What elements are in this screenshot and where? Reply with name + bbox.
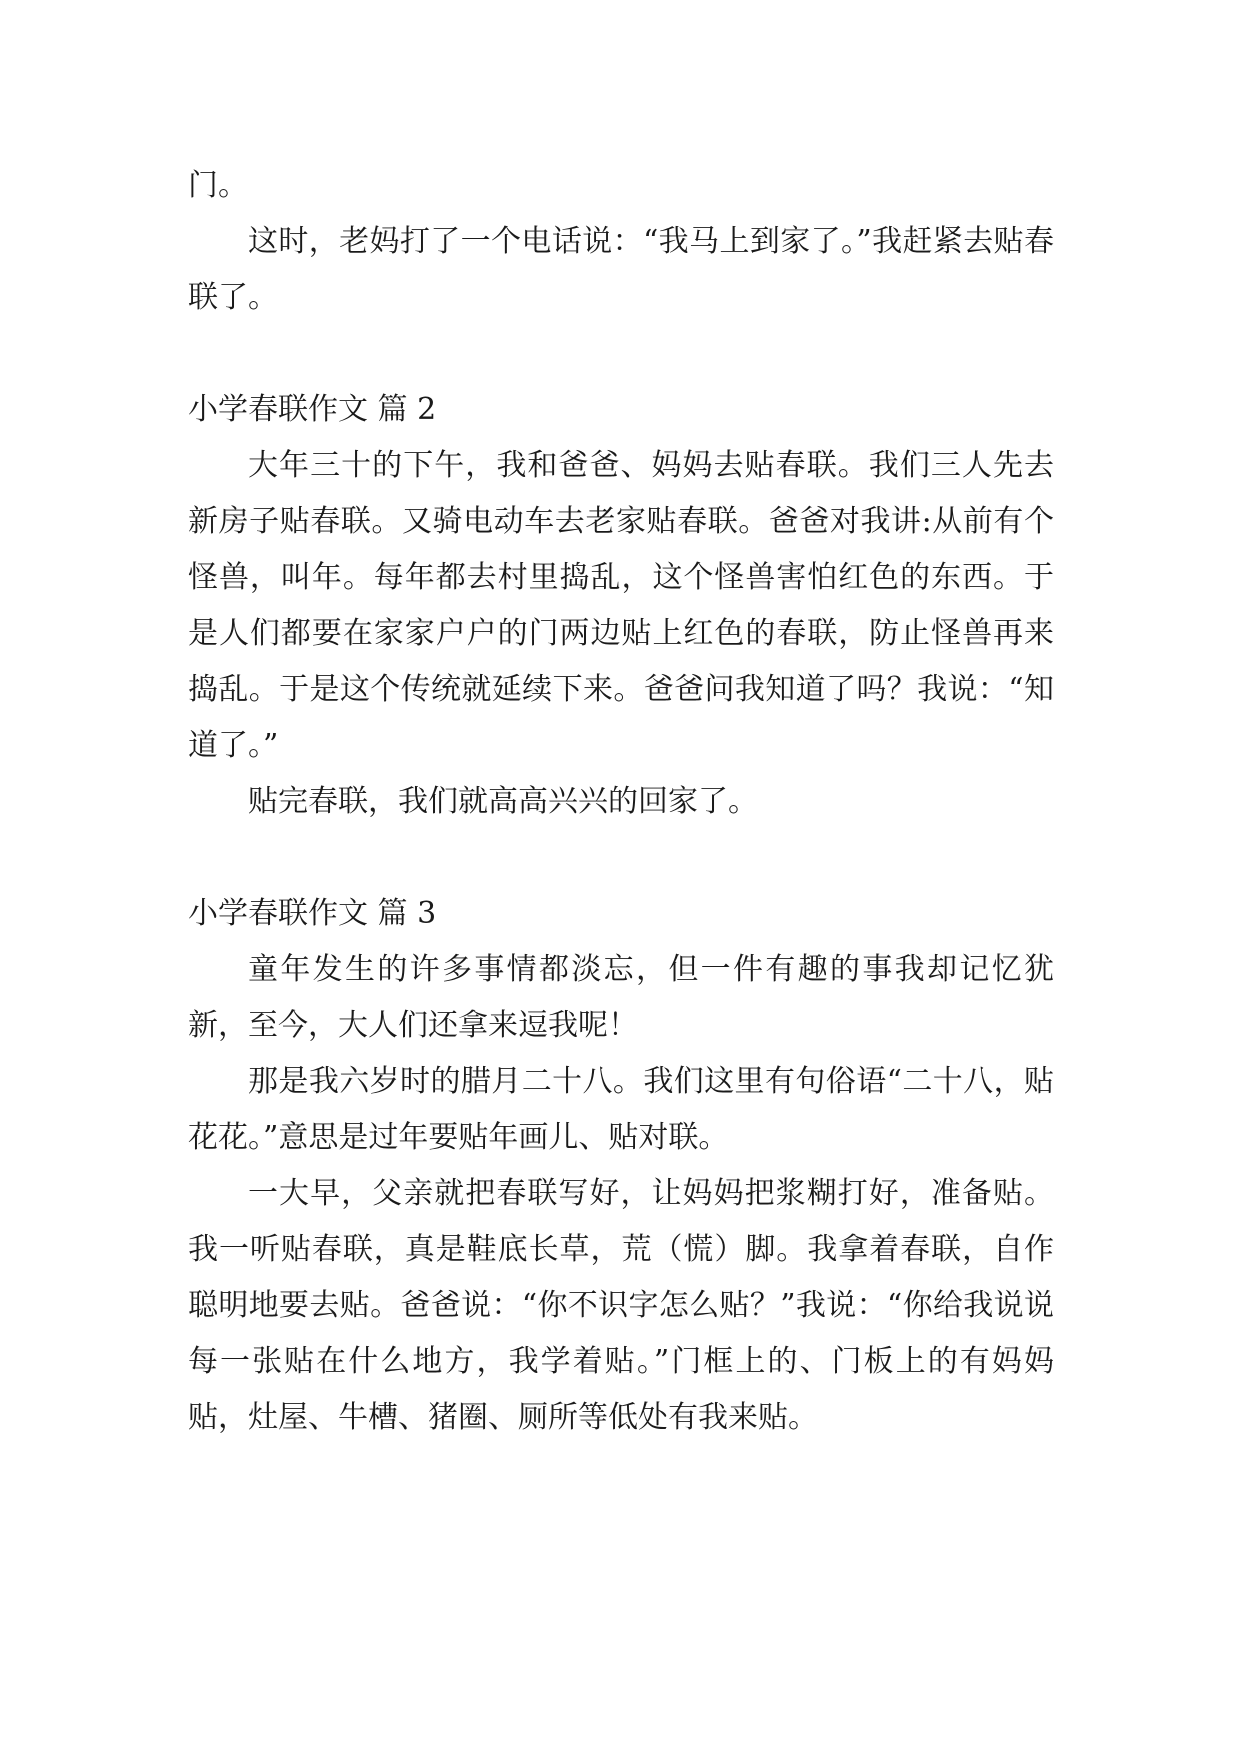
paragraph: 这时，老妈打了一个电话说：“我马上到家了。”我赶紧去贴春联了。: [188, 224, 1054, 315]
paragraph: 贴完春联，我们就高高兴兴的回家了。: [248, 784, 758, 819]
paragraph: 大年三十的下午，我和爸爸、妈妈去贴春联。我们三人先去新房子贴春联。又骑电动车去老家贴春联。爸爸对我讲:从前有个怪兽，叫年。每年都去村里捣乱，这个怪兽害怕红色的东西。于是人们都要在家家户户的门两边贴上红色的春联，防止怪兽再来捣乱。于是这个传统就延续下来。爸爸问我知道了吗？我说：“知道了。”: [188, 448, 1054, 763]
paragraph-continuation: 门。: [188, 168, 248, 203]
section-heading-3: 小学春联作文 篇 3: [188, 896, 437, 931]
section-heading-2: 小学春联作文 篇 2: [188, 392, 437, 427]
paragraph: 童年发生的许多事情都淡忘，但一件有趣的事我却记忆犹新，至今，大人们还拿来逗我呢！: [188, 952, 1054, 1043]
section-spacer: [188, 830, 1054, 886]
document-body: [188, 158, 1054, 1446]
paragraph: 一大早，父亲就把春联写好，让妈妈把浆糊打好，准备贴。我一听贴春联，真是鞋底长草，荒（慌）脚。我拿着春联，自作聪明地要去贴。爸爸说：“你不识字怎么贴？”我说：“你给我说说每一张贴在什么地方，我学着贴。”门框上的、门板上的有妈妈贴，灶屋、牛槽、猪圈、厕所等低处有我来贴。: [188, 1176, 1054, 1435]
paragraph: 那是我六岁时的腊月二十八。我们这里有句俗语“二十八，贴花花。”意思是过年要贴年画儿、贴对联。: [188, 1064, 1054, 1155]
section-spacer: [188, 326, 1054, 382]
